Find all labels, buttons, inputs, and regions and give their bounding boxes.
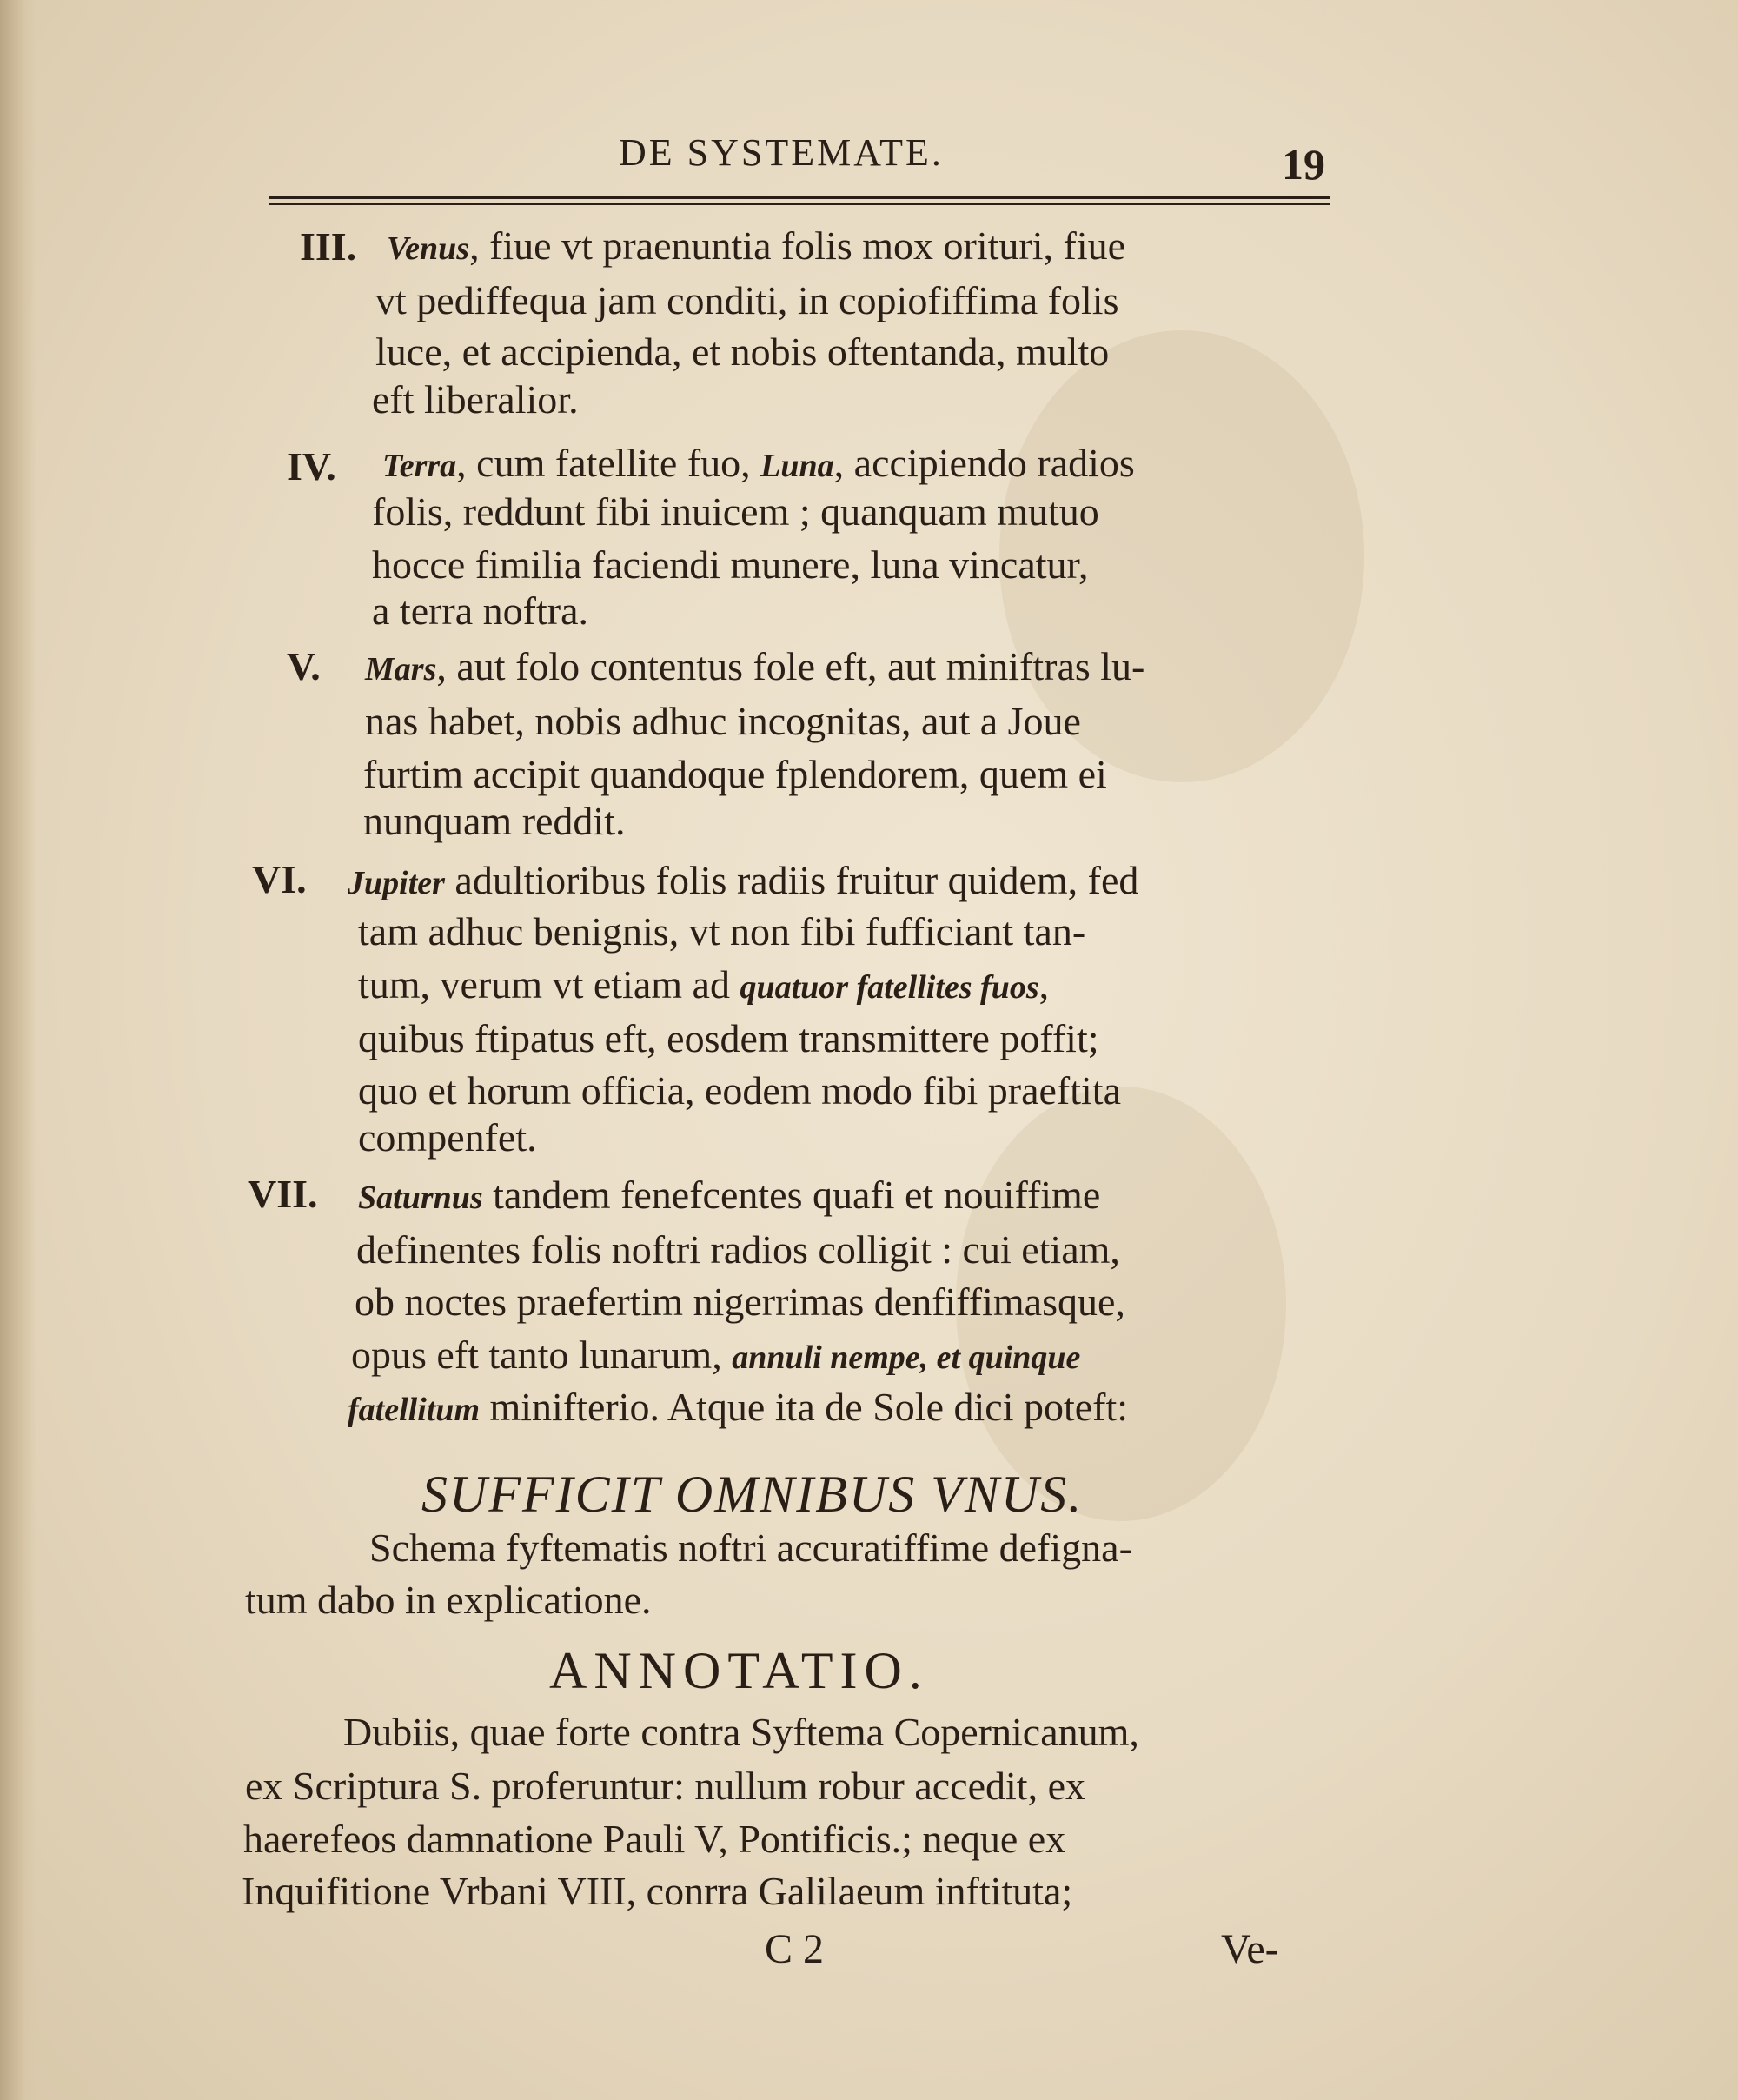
text-line: Mars, aut folo contentus fole eft, aut miniftras lu- <box>365 644 1145 688</box>
binding-gutter <box>0 0 36 2100</box>
text-line: quo et horum officia, eodem modo fibi praeftita <box>358 1068 1121 1113</box>
text-line: a terra noftra. <box>372 588 589 633</box>
italic-term: Terra <box>382 448 457 484</box>
text-line: nunquam reddit. <box>363 799 626 843</box>
text-line: Dubiis, quae forte contra Syftema Copernicanum, <box>343 1710 1139 1754</box>
item-numeral: V. <box>287 644 321 688</box>
page-number: 19 <box>1282 140 1325 189</box>
text-line: tam adhuc benignis, vt non fibi fufficiant tan- <box>358 909 1086 954</box>
text-line: luce, et accipienda, et nobis oftentanda, multo <box>375 329 1110 374</box>
text-line: quibus ftipatus eft, eosdem transmittere poffit; <box>358 1016 1099 1060</box>
italic-term: Saturnus <box>358 1180 483 1216</box>
text-line: Jupiter adultioribus folis radiis fruitur quidem, fed <box>348 858 1139 902</box>
text-line: opus eft tanto lunarum, annuli nempe, et quinque <box>351 1332 1081 1377</box>
catchword: Ve- <box>1221 1926 1279 1972</box>
text-line: fatellitum minifterio. Atque ita de Sole dici poteft: <box>348 1385 1129 1429</box>
text-line: eft liberalior. <box>372 377 579 422</box>
text-line: folis, reddunt fibi inuicem ; quanquam mutuo <box>372 489 1099 534</box>
item-numeral: III. <box>300 224 357 269</box>
item-numeral: IV. <box>287 444 336 488</box>
item-numeral: VI. <box>252 857 307 901</box>
italic-term: quatuor fatellites fuos <box>740 969 1039 1006</box>
italic-term: fatellitum <box>348 1392 480 1428</box>
text-line: ob noctes praefertim nigerrimas denfiffimasque, <box>355 1279 1125 1324</box>
text-line: definentes folis noftri radios colligit : cui etiam, <box>356 1227 1120 1272</box>
text-line: Schema fyftematis noftri accuratiffime defigna- <box>369 1525 1132 1570</box>
item-numeral: VII. <box>248 1172 318 1216</box>
text-line: ex Scriptura S. proferuntur: nullum robur accedit, ex <box>245 1764 1085 1808</box>
italic-term: annuli nempe, et quinque <box>732 1339 1081 1376</box>
italic-term: Luna <box>760 448 834 484</box>
text-line: Venus, fiue vt praenuntia folis mox orituri, fiue <box>387 223 1126 268</box>
text-line: tum, verum vt etiam ad quatuor fatellites fuos, <box>358 962 1050 1007</box>
section-heading: ANNOTATIO. <box>549 1642 929 1699</box>
text-line: hocce fimilia faciendi munere, luna vincatur, <box>372 542 1089 587</box>
signature-mark: C 2 <box>765 1926 825 1972</box>
text-line: Saturnus tandem fenefcentes quafi et nouiffime <box>358 1173 1101 1217</box>
text-line: Terra, cum fatellite fuo, Luna, accipiendo radios <box>382 441 1135 485</box>
header-rule <box>269 196 1330 199</box>
text-line: nas habet, nobis adhuc incognitas, aut a Joue <box>365 699 1081 743</box>
italic-term: Jupiter <box>348 865 445 901</box>
italic-term: Venus <box>387 230 470 267</box>
text-line: haerefeos damnatione Pauli V, Pontificis.; neque ex <box>243 1817 1066 1861</box>
text-line: vt pediffequa jam conditi, in copiofiffima folis <box>375 278 1119 322</box>
text-line: tum dabo in explicatione. <box>245 1578 652 1622</box>
motto: SUFFICIT OMNIBUS VNUS. <box>421 1465 1084 1523</box>
running-head: DE SYSTEMATE. <box>619 131 944 174</box>
text-line: compenfet. <box>358 1115 537 1160</box>
italic-term: Mars <box>365 651 437 688</box>
text-line: Inquifitione Vrbani VIII, conrra Galilaeum inftituta; <box>242 1869 1073 1913</box>
header-rule <box>269 203 1330 205</box>
text-line: furtim accipit quandoque fplendorem, quem ei <box>363 752 1107 796</box>
